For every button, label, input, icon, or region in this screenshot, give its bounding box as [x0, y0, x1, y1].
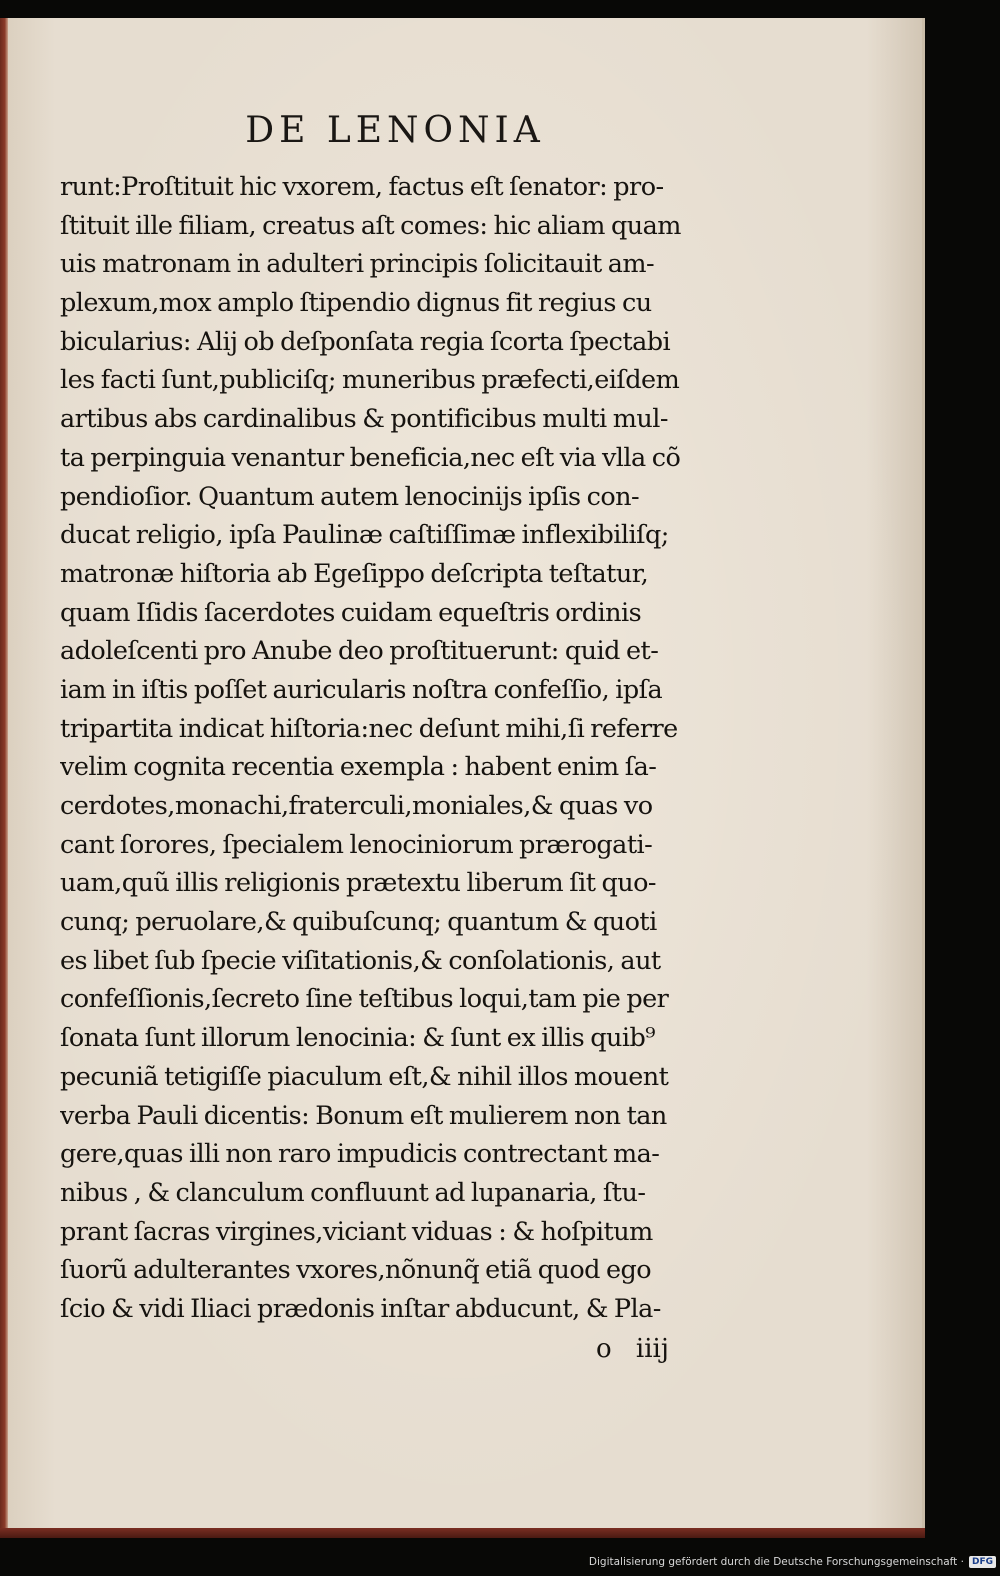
text-line: ſonata ſunt illorum lenocinia: & ſunt ex illis quib⁹ [60, 1023, 655, 1054]
text-line: gere,quas illi non raro impudicis contrectant ma- [60, 1139, 660, 1170]
text-line: ſcio & vidi Iliaci prædonis inſtar abducunt, & Pla- [60, 1293, 661, 1324]
text-line: verba Pauli dicentis: Bonum eſt mulierem non tan [60, 1100, 667, 1131]
text-line: es libet ſub ſpecie viſitationis,& conſolationis, aut [60, 945, 661, 976]
text-line: nibus , & clanculum confluunt ad lupanaria, ſtu- [60, 1177, 646, 1208]
text-line: matronæ hiſtoria ab Egeſippo deſcripta teſtatur, [60, 558, 649, 589]
text-line: velim cognita recentia exempla : habent enim ſa- [60, 752, 657, 783]
text-line: pecuniã tetigiſſe piaculum eſt,& nihil illos mouent [60, 1061, 669, 1092]
text-line: artibus abs cardinalibus & pontificibus multi mul- [60, 404, 668, 435]
funding-footer [589, 1553, 996, 1571]
body-text [60, 168, 780, 1329]
text-line: prant ſacras virgines,viciant viduas : & hoſpitum [60, 1216, 653, 1247]
text-line: pendioſior. Quantum autem lenocinijs ipſis con- [60, 481, 640, 512]
text-line: confeſſionis,ſecreto ſine teſtibus loqui,tam pie per [60, 984, 669, 1015]
text-line: cant ſorores, ſpecialem lenociniorum prærogati- [60, 829, 653, 860]
text-line: ſtituit ille filiam, creatus aſt comes: hic aliam quam [60, 210, 681, 241]
text-line: iam in iſtis poſſet auricularis noſtra confeſſio, ipſa [60, 674, 663, 705]
text-line: cunq; peruolare,& quibuſcunq; quantum & quoti [60, 907, 657, 938]
dfg-logo-icon: DFG [969, 1556, 996, 1568]
text-line: ſuorũ adulterantes vxores,nõnunq̃ etiã quod ego [60, 1255, 652, 1286]
page-bottom-edge [0, 1528, 925, 1538]
binding-edge [0, 18, 8, 1528]
signature-mark: o iiij [596, 1334, 669, 1364]
text-line: les facti ſunt,publiciſq; muneribus præfecti,eiſdem [60, 365, 680, 396]
text-line: quam Iſidis ſacerdotes cuidam equeſtris ordinis [60, 597, 642, 628]
text-line: uam,quũ illis religionis prætextu liberum ſit quo- [60, 868, 656, 899]
text-line: runt:Proſtituit hic vxorem, factus eſt ſenator: pro- [60, 172, 664, 202]
text-line: adoleſcenti pro Anube deo proſtituerunt: quid et- [60, 636, 659, 667]
book-page [0, 18, 925, 1531]
text-line: uis matronam in adulteri principis ſolicitauit am- [60, 249, 655, 280]
funding-note: Digitalisierung gefördert durch die Deutsche Forschungsgemeinschaft · [588, 1556, 964, 1568]
text-line: cerdotes,monachi,fraterculi,moniales,& quas vo [60, 791, 653, 821]
text-line: ta perpinguia venantur beneficia,nec eſt via vlla cõ [60, 442, 681, 473]
text-line: tripartita indicat hiſtoria:nec deſunt mihi,ſi referre [60, 713, 678, 744]
text-line: ducat religio, ipſa Paulinæ caſtiſſimæ inflexibiliſq; [60, 520, 669, 551]
text-line: bicularius: Alij ob deſponſata regia ſcorta ſpectabi [60, 326, 671, 357]
running-head: DE LENONIA [245, 110, 545, 151]
text-line: plexum,mox amplo ſtipendio dignus fit regius cu [60, 288, 652, 319]
